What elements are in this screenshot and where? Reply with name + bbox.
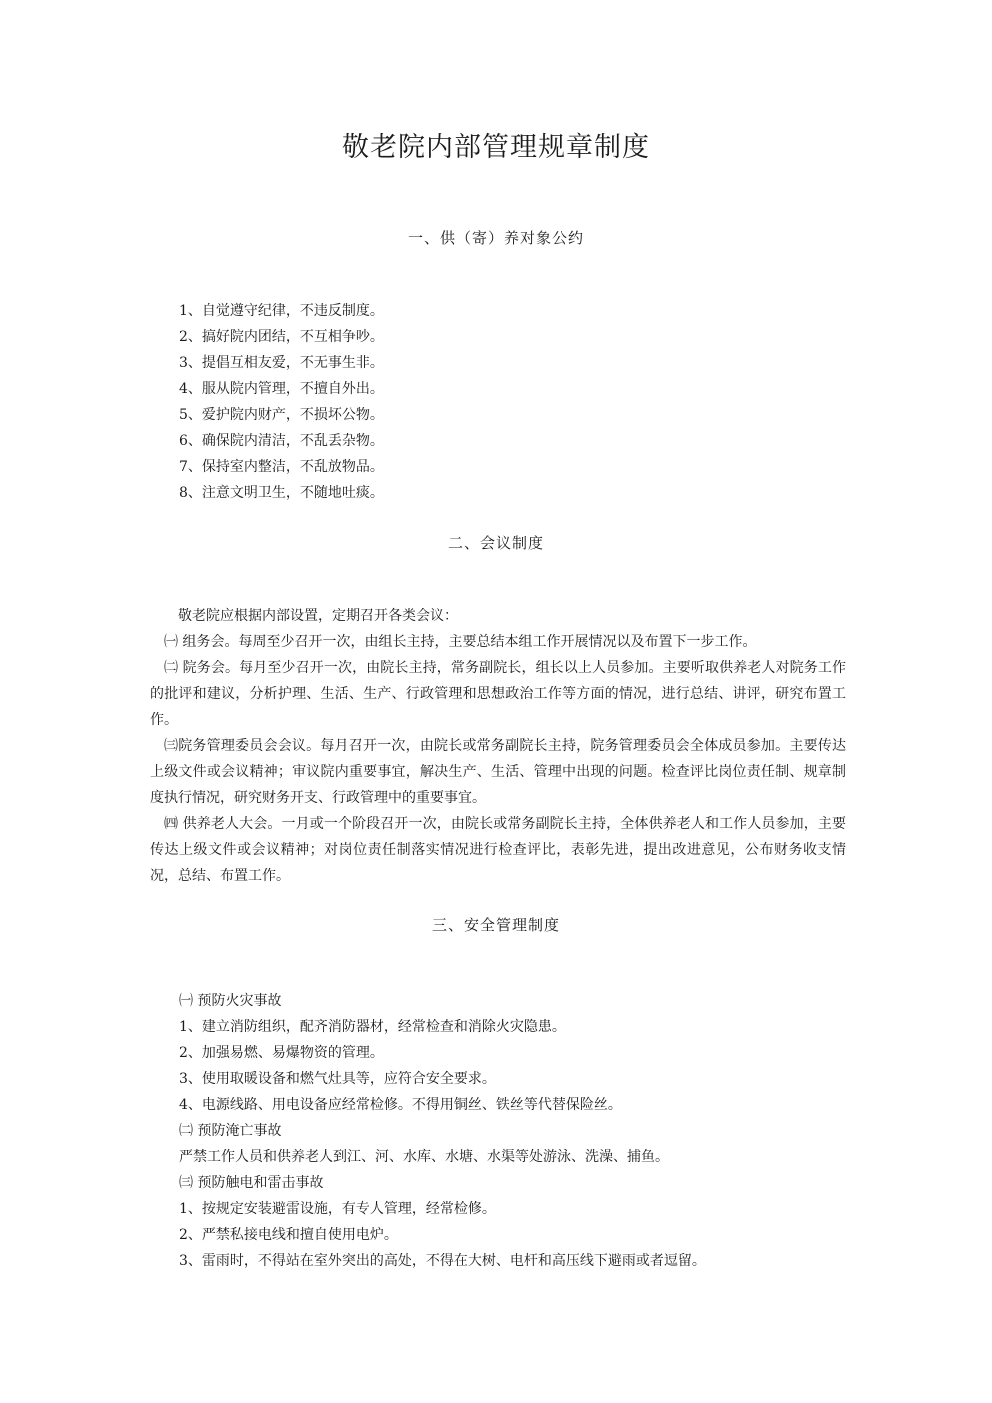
list-item: 3、提倡互相友爱，不无事生非。 bbox=[179, 355, 384, 371]
list-item: 3、使用取暖设备和燃气灶具等，应符合安全要求。 bbox=[179, 1071, 496, 1087]
meeting-paragraph-2: ㈡ 院务会。每月至少召开一次，由院长主持，常务副院长，组长以上人员参加。主要听取供养老人对院务工作的批评和建议，分析护理、生活、生产、行政管理和思想政治工作等方面的情况，进行总结、讲评，研究布置工作。 bbox=[150, 660, 846, 728]
list-item: 1、自觉遵守纪律，不违反制度。 bbox=[179, 303, 384, 319]
subsection-heading: ㈡ 预防淹亡事故 bbox=[179, 1123, 282, 1139]
list-item: 2、严禁私接电线和擅自使用电炉。 bbox=[179, 1227, 398, 1243]
subsection-heading: ㈢ 预防触电和雷击事故 bbox=[179, 1175, 324, 1191]
list-item: 严禁工作人员和供养老人到江、河、水库、水塘、水渠等处游泳、洗澡、捕鱼。 bbox=[179, 1149, 669, 1165]
meeting-paragraph-4: ㈣ 供养老人大会。一月或一个阶段召开一次，由院长或常务副院长主持，全体供养老人和工作人员参加，主要传达上级文件或会议精神；对岗位责任制落实情况进行检查评比，表彰先进，提出改进意见，公布财务收支情况，总结、布置工作。 bbox=[150, 816, 846, 884]
list-item: 2、搞好院内团结，不互相争吵。 bbox=[179, 329, 384, 345]
section3-body bbox=[179, 988, 879, 1274]
meeting-paragraph-3: ㈢院务管理委员会会议。每月召开一次，由院长或常务副院长主持，院务管理委员会全体成员参加。主要传达上级文件或会议精神；审议院内重要事宜，解决生产、生活、管理中出现的问题。检查评比岗位责任制、规章制度执行情况，研究财务开支、行政管理中的重要事宜。 bbox=[150, 738, 846, 806]
section2-heading: 二、会议制度 bbox=[447, 534, 544, 552]
list-item: 6、确保院内清洁，不乱丢杂物。 bbox=[179, 433, 384, 449]
list-item: 7、保持室内整洁，不乱放物品。 bbox=[179, 459, 384, 475]
section2-body bbox=[150, 603, 846, 889]
list-item: 5、爱护院内财产，不损坏公物。 bbox=[179, 407, 384, 423]
list-item: 4、服从院内管理，不擅自外出。 bbox=[179, 381, 384, 397]
meeting-paragraph-1: ㈠ 组务会。每周至少召开一次，由组长主持，主要总结本组工作开展情况以及布置下一步工作。 bbox=[164, 634, 757, 650]
section3-heading: 三、安全管理制度 bbox=[431, 916, 560, 934]
list-item: 3、雷雨时，不得站在室外突出的高处，不得在大树、电杆和高压线下避雨或者逗留。 bbox=[179, 1253, 706, 1269]
list-item: 4、电源线路、用电设备应经常检修。不得用铜丝、铁丝等代替保险丝。 bbox=[179, 1097, 622, 1113]
list-item: 8、注意文明卫生，不随地吐痰。 bbox=[179, 485, 384, 501]
list-item: 1、建立消防组织，配齐消防器材，经常检查和消除火灾隐患。 bbox=[179, 1019, 566, 1035]
section1-heading: 一、供（寄）养对象公约 bbox=[407, 229, 584, 247]
document-title: 敬老院内部管理规章制度 bbox=[342, 132, 650, 163]
list-item: 1、按规定安装避雷设施，有专人管理，经常检修。 bbox=[179, 1201, 496, 1217]
list-item: 2、加强易燃、易爆物资的管理。 bbox=[179, 1045, 384, 1061]
section1-list bbox=[179, 298, 819, 506]
subsection-heading: ㈠ 预防火灾事故 bbox=[179, 993, 282, 1009]
section2-intro: 敬老院应根据内部设置，定期召开各类会议： bbox=[178, 608, 458, 624]
